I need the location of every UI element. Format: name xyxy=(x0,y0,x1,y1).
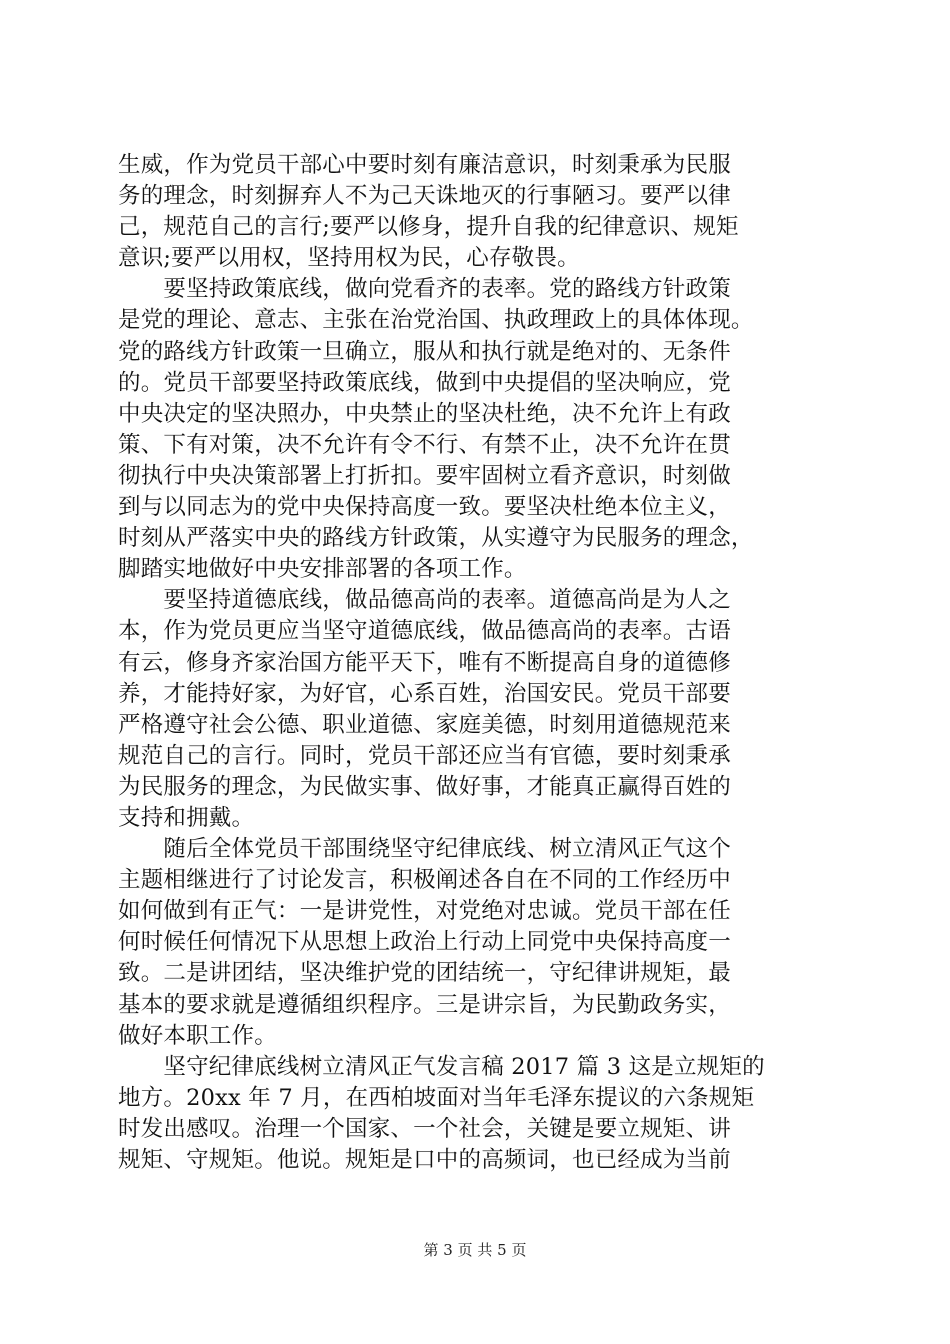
text-line: 党的路线方针政策一旦确立，服从和执行就是绝对的、无条件 xyxy=(118,338,731,365)
text-line: 要坚持政策底线，做向党看齐的表率。党的路线方针政策 xyxy=(118,276,731,303)
text-line: 主题相继进行了讨论发言，积极阐述各自在不同的工作经历中 xyxy=(118,867,731,894)
document-body xyxy=(118,150,838,1176)
text-line: 要坚持道德底线，做品德高尚的表率。道德高尚是为人之 xyxy=(118,587,731,614)
page-footer xyxy=(0,1240,950,1260)
text-line: 生威，作为党员干部心中要时刻有廉洁意识，时刻秉承为民服 xyxy=(118,152,731,178)
text-line: 到与以同志为的党中央保持高度一致。要坚决杜绝本位主义， xyxy=(118,494,731,521)
text-line: 严格遵守社会公德、职业道德、家庭美德，时刻用道德规范来 xyxy=(118,711,731,738)
text-line: 为民服务的理念，为民做实事、做好事，才能真正赢得百姓的 xyxy=(118,773,731,800)
text-line: 规矩、守规矩。他说。规矩是口中的高频词，也已经成为当前 xyxy=(118,1147,731,1173)
text-line: 时发出感叹。治理一个国家、一个社会，关键是要立规矩、讲 xyxy=(118,1115,731,1142)
text-line: 养，才能持好家，为好官，心系百姓，治国安民。党员干部要 xyxy=(118,680,731,707)
text-line: 脚踏实地做好中央安排部署的各项工作。 xyxy=(118,556,527,583)
text-line: 务的理念，时刻摒弃人不为己天诛地灭的行事陋习。要严以律 xyxy=(118,183,731,210)
text-line: 时刻从严落实中央的路线方针政策，从实遵守为民服务的理念， xyxy=(118,525,754,552)
text-line: 支持和拥戴。 xyxy=(118,804,255,831)
page-number: 第 3 页 共 5 页 xyxy=(423,1241,527,1259)
text-line: 何时候任何情况下从思想上政治上行动上同党中央保持高度一 xyxy=(118,929,731,956)
text-line: 本，作为党员更应当坚守道德底线，做品德高尚的表率。古语 xyxy=(118,618,731,645)
text-line: 的。党员干部要坚持政策底线，做到中央提倡的坚决响应，党 xyxy=(118,369,731,396)
text-line: 己，规范自己的言行;要严以修身，提升自我的纪律意识、规矩 xyxy=(118,214,739,241)
text-line: 有云，修身齐家治国方能平天下，唯有不断提高自身的道德修 xyxy=(118,649,731,676)
text-line: 规范自己的言行。同时，党员干部还应当有官德，要时刻秉承 xyxy=(118,742,731,769)
text-line: 意识;要严以用权，坚持用权为民，心存敬畏。 xyxy=(118,245,580,272)
text-line: 地方。20xx 年 7 月，在西柏坡面对当年毛泽东提议的六条规矩 xyxy=(118,1084,755,1111)
text-line: 彻执行中央决策部署上打折扣。要牢固树立看齐意识，时刻做 xyxy=(118,462,731,489)
text-line: 致。二是讲团结，坚决维护党的团结统一，守纪律讲规矩，最 xyxy=(118,960,731,987)
text-line: 是党的理论、意志、主张在治党治国、执政理政上的具体体现。 xyxy=(118,307,754,334)
text-line: 如何做到有正气：一是讲党性，对党绝对忠诚。党员干部在任 xyxy=(118,898,731,925)
text-line: 策、下有对策，决不允许有令不行、有禁不止，决不允许在贯 xyxy=(118,431,731,458)
text-line: 基本的要求就是遵循组织程序。三是讲宗旨，为民勤政务实， xyxy=(118,991,731,1018)
text-line: 中央决定的坚决照办，中央禁止的坚决杜绝，决不允许上有政 xyxy=(118,400,731,427)
text-line: 做好本职工作。 xyxy=(118,1022,277,1049)
text-line: 随后全体党员干部围绕坚守纪律底线、树立清风正气这个 xyxy=(118,836,731,863)
text-line: 坚守纪律底线树立清风正气发言稿 2017 篇 3 这是立规矩的 xyxy=(118,1053,765,1080)
